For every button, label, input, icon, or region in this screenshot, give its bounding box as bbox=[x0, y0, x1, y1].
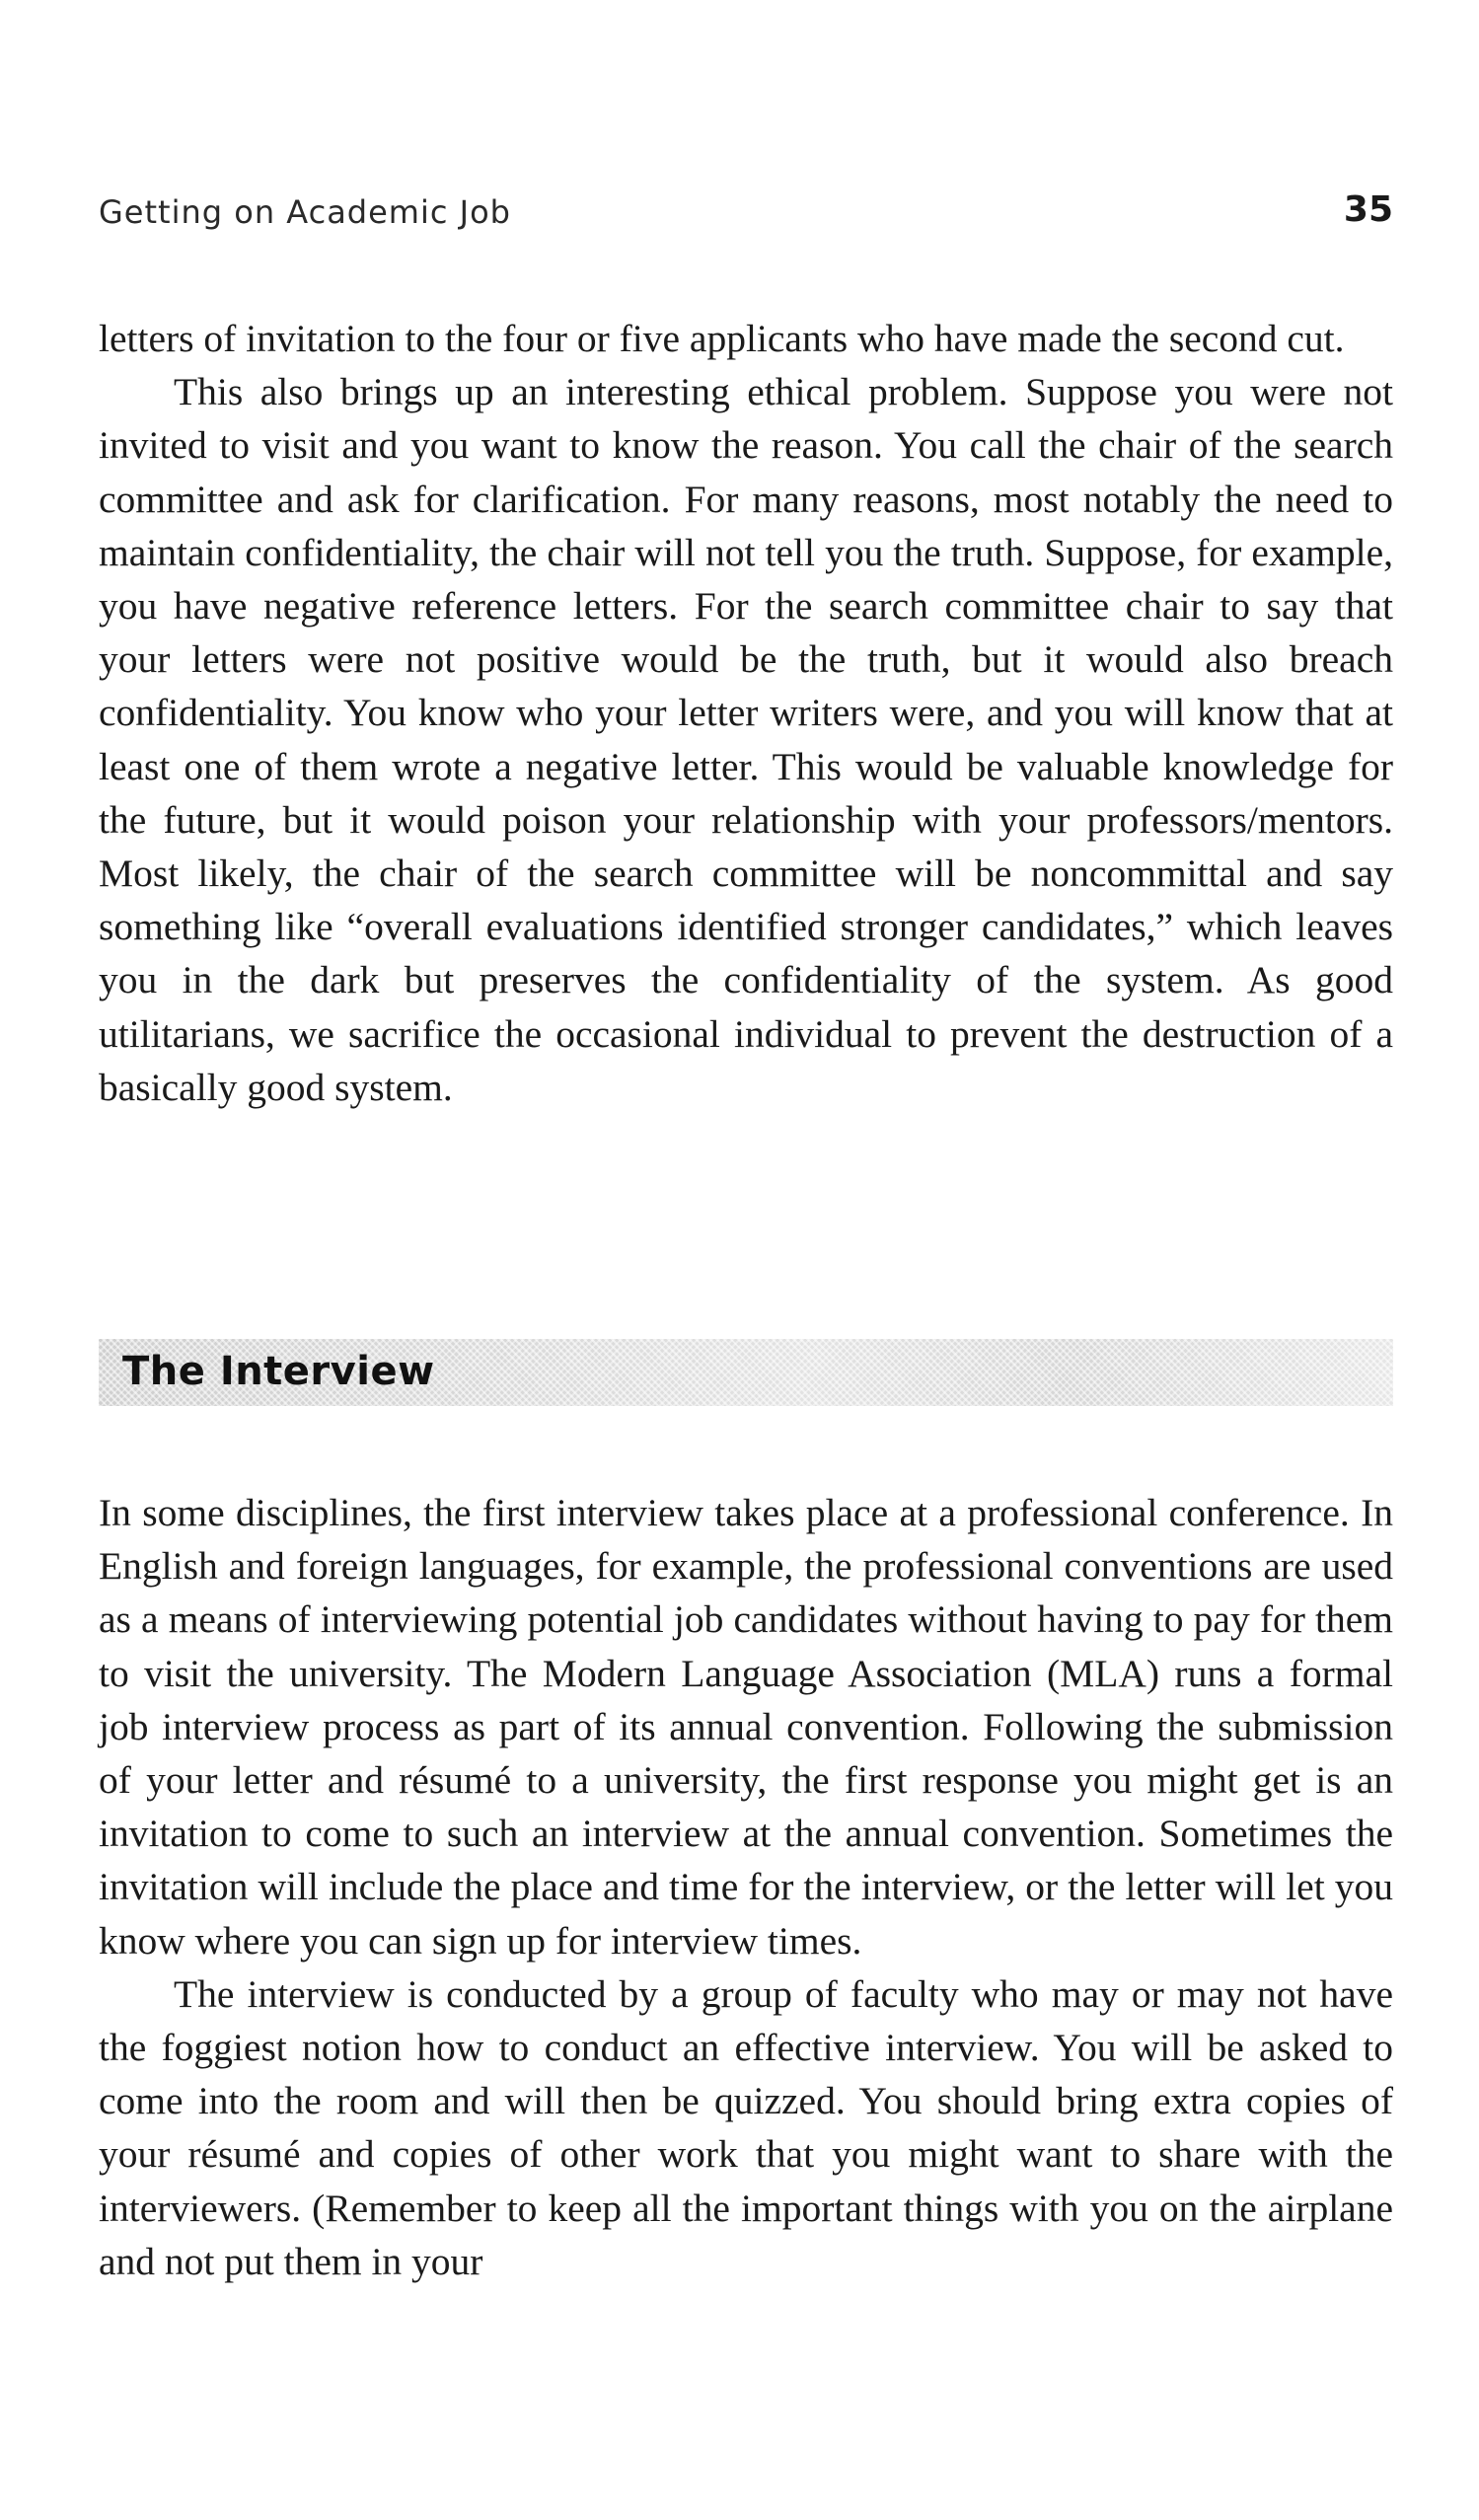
running-title: Getting on Academic Job bbox=[99, 193, 511, 231]
page-number: 35 bbox=[1343, 189, 1393, 230]
paragraph-ethical-problem: This also brings up an interesting ethical problem. Suppose you were not invited to visit and you want to know the reason. You call the chair of the search committee and ask for clarification. For many reasons, most notably the need to maintain confidentiality, the chair will not tell you the truth. Suppose, for example, you have negative reference letters. For the search committee chair to say that your letters were not positive would be the truth, but it would also breach confidentiality. You know who your letter writers were, and you will know that at least one of them wrote a negative letter. This would be valuable knowledge for the future, but it would poison your relationship with your professors/mentors. Most likely, the chair of the search committee will be noncommittal and say something like “overall evaluations identified stronger candidates,” which leaves you in the dark but preserves the confidentiality of the system. As good utilitarians, we sacrifice the occasional individual to prevent the destruction of a basically good system. bbox=[99, 370, 1393, 1109]
running-head bbox=[99, 189, 1393, 245]
paragraph-interview-intro: In some disciplines, the first interview takes place at a professional conference. In English and foreign languages, for example, the professional conventions are used as a means of interviewing potential job candidates without having to pay for them to visit the university. The Modern Language Association (MLA) runs a formal job interview process as part of its annual convention. Following the submission of your letter and résumé to a university, the first response you might get is an invitation to come to such an interview at the annual convention. Sometimes the invitation will include the place and time for the interview, or the letter will let you know where you can sign up for interview times. bbox=[99, 1491, 1393, 1963]
section-heading-band bbox=[99, 1339, 1393, 1406]
body-text-interview bbox=[99, 1486, 1393, 2288]
paragraph-continuation: letters of invitation to the four or five applicants who have made the second cut. bbox=[99, 317, 1345, 360]
body-text-top bbox=[99, 312, 1393, 1114]
paragraph-interview-conduct: The interview is conducted by a group of faculty who may or may not have the foggiest notion how to conduct an effective interview. You will be asked to come into the room and will then be quizzed. You should bring extra copies of your résumé and copies of other work that you might want to share with the interviewers. (Remember to keep all the important things with you on the airplane and not put them in your bbox=[99, 1971, 1393, 2283]
section-heading: The Interview bbox=[122, 1349, 435, 1394]
